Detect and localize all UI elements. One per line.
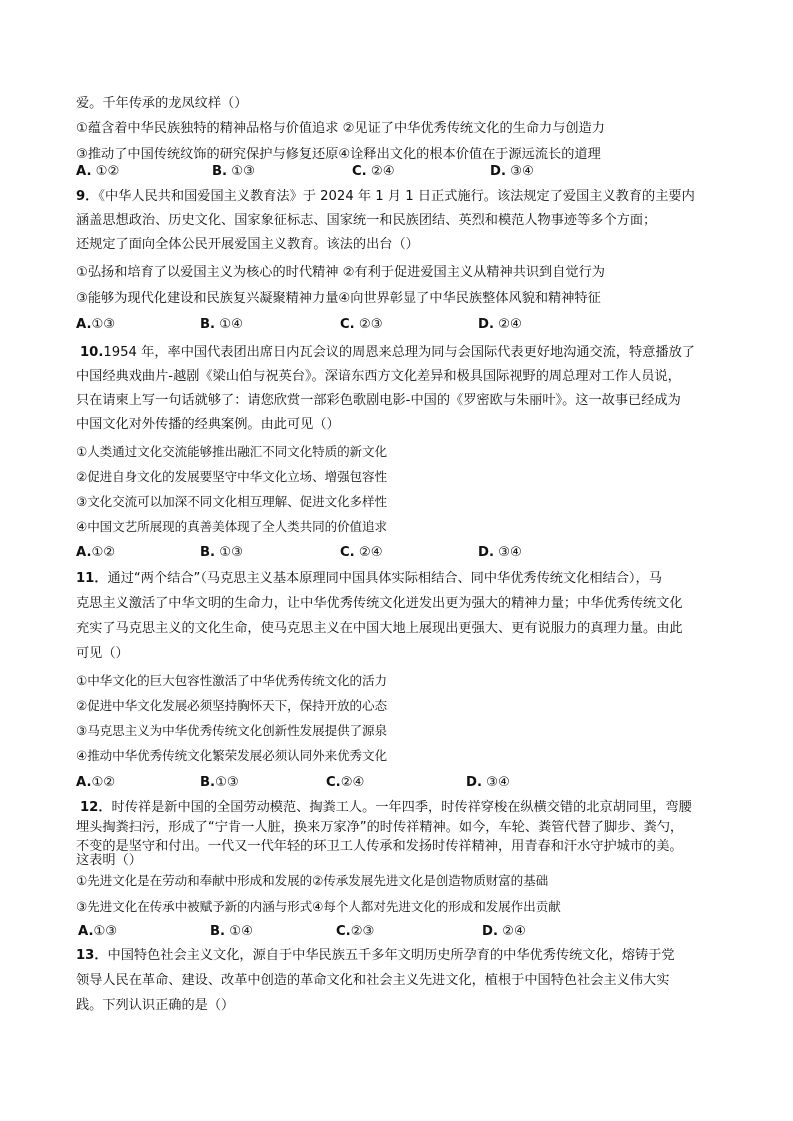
q10-stem-line-4: 中国文化对外传播的经典案例。由此可见（）	[76, 417, 340, 432]
q9-item-line-1: ①弘扬和培育了以爱国主义为核心的时代精神 ②有利于促进爱国主义从精神共识到自觉行为	[76, 265, 605, 280]
q9-option-b[interactable]	[200, 316, 243, 334]
q11-stem-line-4: 可见（）	[76, 646, 129, 661]
option-value: ①③	[231, 164, 255, 179]
q8-option-a[interactable]	[76, 163, 119, 181]
q12-option-a[interactable]	[78, 923, 117, 941]
question-number: 10.	[80, 345, 104, 360]
question-number: 13．	[76, 948, 108, 963]
option-label: D.	[478, 545, 494, 560]
q10-item-1: ①人类通过文化交流能够推出融汇不同文化特质的新文化	[76, 444, 388, 459]
q8-stem-tail: 爱。千年传承的龙凤纹样（）	[76, 96, 248, 111]
q13-stem-line-2: 领导人民在革命、建设、改革中创造的革命文化和社会主义先进文化，植根于中国特色社会主义伟大实	[76, 973, 670, 988]
option-value: ①③	[219, 545, 243, 560]
q9-item-line-2: ③能够为现代化建设和民族复兴凝聚精神力量④向世界彰显了中华民族整体风貌和精神特征	[76, 291, 601, 306]
q11-stem-line-2: 克思主义激活了中华文明的生命力，让中华优秀传统文化迸发出更为强大的精神力量；中华优秀传统文化	[76, 596, 683, 611]
q10-stem-line-2: 中国经典戏曲片-越剧《梁山伯与祝英台》。深谙东西方文化差异和极具国际视野的周总理对工作人员说，	[76, 369, 681, 384]
q10-stem-line-1	[80, 344, 695, 362]
option-label: A.	[76, 317, 92, 332]
option-value: ①③	[91, 317, 116, 332]
q11-option-c[interactable]	[326, 774, 364, 792]
q10-stem-text: 1954 年，率中国代表团出席日内瓦会议的周恩来总理为同与会国际代表更好地沟通交流，特意播放了	[103, 345, 695, 360]
q12-stem-line-4: 这表明（）	[76, 853, 142, 868]
option-label: C.	[340, 317, 355, 332]
option-value: ①②	[91, 545, 116, 560]
option-value: ③④	[498, 545, 522, 560]
q9-option-c[interactable]	[340, 316, 383, 334]
q12-stem-line-2: 埋头掏粪扫污，形成了“宁肯一人脏，换来万家净”的时传祥精神。如今，车轮、粪管代替了脚步、粪勺，	[76, 820, 684, 835]
option-label: C.	[352, 164, 367, 179]
option-label: D.	[490, 164, 506, 179]
option-value: ②④	[502, 924, 526, 939]
option-label: B.	[200, 317, 216, 332]
q9-stem-line-2: 涵盖思想政治、历史文化、国家象征标志、国家统一和民族团结、英烈和模范人物事迹等多个方面；	[76, 213, 657, 228]
q11-stem-line-1	[76, 570, 662, 588]
option-value: ①③	[215, 775, 239, 790]
option-label: C.	[340, 545, 355, 560]
q11-option-d[interactable]	[466, 774, 510, 792]
q12-option-c[interactable]	[336, 923, 374, 941]
option-label: A.	[78, 924, 94, 939]
q8-option-b[interactable]	[212, 163, 255, 181]
q8-item-line-1: ①蕴含着中华民族独特的精神品格与价值追求 ②见证了中华优秀传统文化的生命力与创造力	[76, 121, 605, 136]
option-value: ①④	[219, 317, 243, 332]
q13-stem-text: 中国特色社会主义文化，源自于中华民族五千多年文明历史所孕育的中华优秀传统文化，熔铸于党	[107, 948, 675, 963]
q10-item-3: ③文化交流可以加深不同文化相互理解、促进文化多样性	[76, 494, 388, 509]
q11-item-2: ②促进中华文化发展必须坚持胸怀天下，保持开放的心态	[76, 698, 388, 713]
option-value: ①④	[229, 924, 253, 939]
q11-stem-line-3: 充实了马克思主义的文化生命，使马克思主义在中国大地上展现出更强大、更有说服力的真理力量。由此	[76, 621, 683, 636]
option-value: ②④	[498, 317, 522, 332]
option-label: C.	[336, 924, 351, 939]
q11-item-1: ①中华文化的巨大包容性激活了中华优秀传统文化的活力	[76, 673, 388, 688]
q9-option-d[interactable]	[478, 316, 522, 334]
option-label: B.	[200, 775, 216, 790]
q10-option-c[interactable]	[340, 544, 383, 562]
option-label: A.	[76, 164, 92, 179]
option-label: B.	[210, 924, 226, 939]
option-label: D.	[482, 924, 498, 939]
q11-item-4: ④推动中华优秀传统文化繁荣发展必须认同外来优秀文化	[76, 748, 388, 763]
q11-option-a[interactable]	[76, 774, 115, 792]
option-value: ②④	[370, 164, 395, 179]
q8-item-line-2: ③推动了中国传统纹饰的研究保护与修复还原④诠释出文化的根本价值在于源远流长的道理	[76, 147, 601, 162]
option-value: ②③	[350, 924, 375, 939]
q12-stem-line-3: 不变的是坚守和付出。一代又一代年轻的环卫工人传承和发扬时传祥精神，用青春和汗水守护城市的美。	[76, 839, 683, 854]
q10-stem-line-3: 只在请柬上写一句话就够了：请您欣赏一部彩色歌剧电影-中国的《罗密欧与朱丽叶》。这一故事已经成为	[76, 393, 681, 408]
option-value: ①③	[93, 924, 118, 939]
option-label: A.	[76, 545, 92, 560]
option-value: ③④	[510, 164, 534, 179]
q8-option-c[interactable]	[352, 163, 395, 181]
q13-stem-line-3: 践。下列认识正确的是（）	[76, 998, 235, 1013]
q12-item-line-1: ①先进文化是在劳动和奉献中形成和发展的②传承发展先进文化是创造物质财富的基础	[76, 873, 549, 888]
question-number: 9．	[76, 189, 99, 204]
option-value: ①②	[91, 775, 116, 790]
option-label: B.	[212, 164, 228, 179]
question-number: 12．	[80, 800, 112, 815]
option-label: C.	[326, 775, 341, 790]
q12-option-d[interactable]	[482, 923, 526, 941]
q9-stem-line-1	[76, 188, 695, 206]
q9-option-a[interactable]	[76, 316, 115, 334]
question-number: 11．	[76, 571, 108, 586]
q11-item-3: ③马克思主义为中华优秀传统文化创新性发展提供了源泉	[76, 723, 388, 738]
option-label: D.	[478, 317, 494, 332]
q12-stem-line-1	[80, 799, 692, 817]
q11-stem-text: 通过“两个结合”（马克思主义基本原理同中国具体实际相结合、同中华优秀传统文化相结合），马	[107, 571, 662, 586]
option-value: ②④	[358, 545, 383, 560]
q10-item-2: ②促进自身文化的发展要坚守中华文化立场、增强包容性	[76, 469, 388, 484]
option-label: A.	[76, 775, 92, 790]
option-label: D.	[466, 775, 482, 790]
q9-stem-line-3: 还规定了面向全体公民开展爱国主义教育。该法的出台（）	[76, 237, 419, 252]
q13-stem-line-1	[76, 947, 675, 965]
q12-stem-text: 时传祥是新中国的全国劳动模范、掏粪工人。一年四季，时传祥穿梭在纵横交错的北京胡同里，弯腰	[111, 800, 692, 815]
q10-item-4: ④中国文艺所展现的真善美体现了全人类共同的价值追求	[76, 519, 388, 534]
option-value: ①②	[95, 164, 120, 179]
q10-option-d[interactable]	[478, 544, 522, 562]
q11-option-b[interactable]	[200, 774, 239, 792]
option-value: ②③	[358, 317, 383, 332]
q8-option-d[interactable]	[490, 163, 534, 181]
q10-option-a[interactable]	[76, 544, 115, 562]
option-value: ②④	[340, 775, 365, 790]
q10-option-b[interactable]	[200, 544, 243, 562]
q9-stem-text: 《中华人民共和国爱国主义教育法》于 2024 年 1 月 1 日正式施行。该法规定了爱国主义教育的主要内	[98, 189, 695, 204]
option-label: B.	[200, 545, 216, 560]
option-value: ③④	[486, 775, 510, 790]
q12-item-line-2: ③先进文化在传承中被赋予新的内涵与形式④每个人都对先进文化的形成和发展作出贡献	[76, 899, 561, 914]
q12-option-b[interactable]	[210, 923, 253, 941]
